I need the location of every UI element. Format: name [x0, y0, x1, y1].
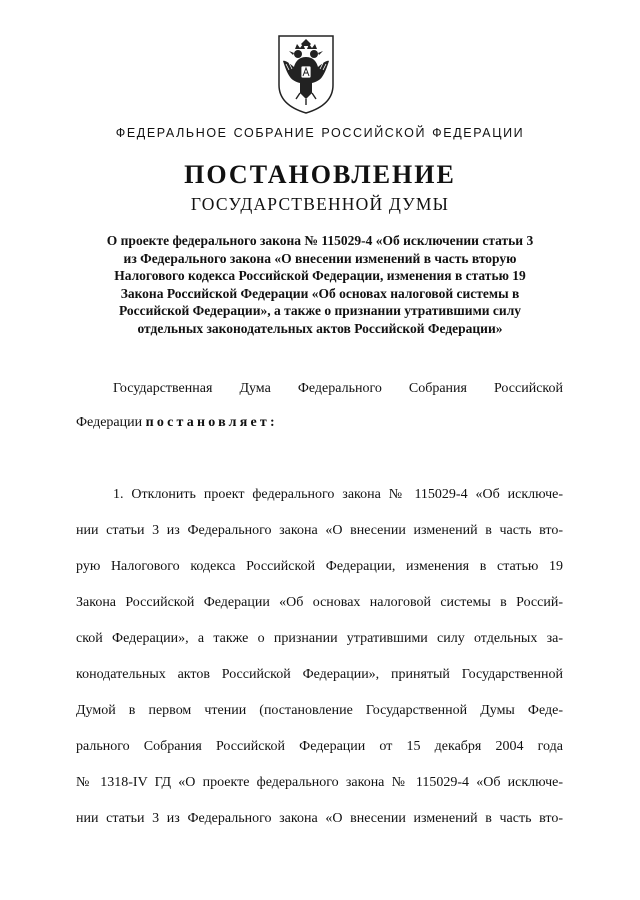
subject-line: О проекте федерального закона № 115029-4 «Об исключении статьи 3 [106, 233, 534, 248]
subject-line: отдельных законодательных актов Российской Федерации» [137, 320, 503, 336]
paragraph-line: нии статьи 3 из Федерального закона «О внесении изменений в часть вто- [76, 811, 563, 826]
preamble-line: Государственная Дума Федерального Собрания Российской [113, 381, 563, 396]
organization-name: ФЕДЕРАЛЬНОЕ СОБРАНИЕ РОССИЙСКОЙ ФЕДЕРАЦИИ [115, 126, 525, 140]
subject-line: из Федерального закона «О внесении изменений в часть вторую [123, 250, 517, 266]
paragraph-line: нии статьи 3 из Федерального закона «О внесении изменений в часть вто- [76, 523, 563, 538]
paragraph-line: Закона Российской Федерации «Об основах налоговой системы в Россий- [76, 595, 563, 610]
double-headed-eagle-emblem [274, 33, 338, 115]
document-type-title: ПОСТАНОВЛЕНИЕ [184, 160, 456, 189]
paragraph-line: рального Собрания Российской Федерации от 15 декабря 2004 года [76, 739, 563, 754]
decision-word: постановляет: [145, 415, 278, 430]
subject-line: Российской Федерации», а также о признании утратившими силу [118, 303, 522, 318]
preamble-line-start: Федерации [76, 415, 143, 430]
document-subject [40, 232, 600, 337]
subject-line: Закона Российской Федерации «Об основах налоговой системы в [120, 285, 520, 301]
paragraph-line: ской Федерации», а также о признании утратившими силу отдельных за- [76, 631, 563, 646]
paragraph-line: рую Налогового кодекса Российской Федерации, изменения в статью 19 [76, 559, 563, 574]
preamble-line [76, 415, 563, 431]
paragraph-line: № 1318-IV ГД «О проекте федерального закона № 115029-4 «Об исключе- [76, 775, 563, 790]
paragraph-line: 1. Отклонить проект федерального закона № 115029-4 «Об исключе- [113, 487, 563, 502]
subject-line: Налогового кодекса Российской Федерации, изменения в статью 19 [114, 268, 526, 283]
paragraph-line: Думой в первом чтении (постановление Государственной Думы Феде- [76, 703, 563, 718]
issuing-body: ГОСУДАРСТВЕННОЙ ДУМЫ [190, 194, 450, 214]
paragraph-line: конодательных актов Российской Федерации», принятый Государственной [76, 667, 563, 682]
